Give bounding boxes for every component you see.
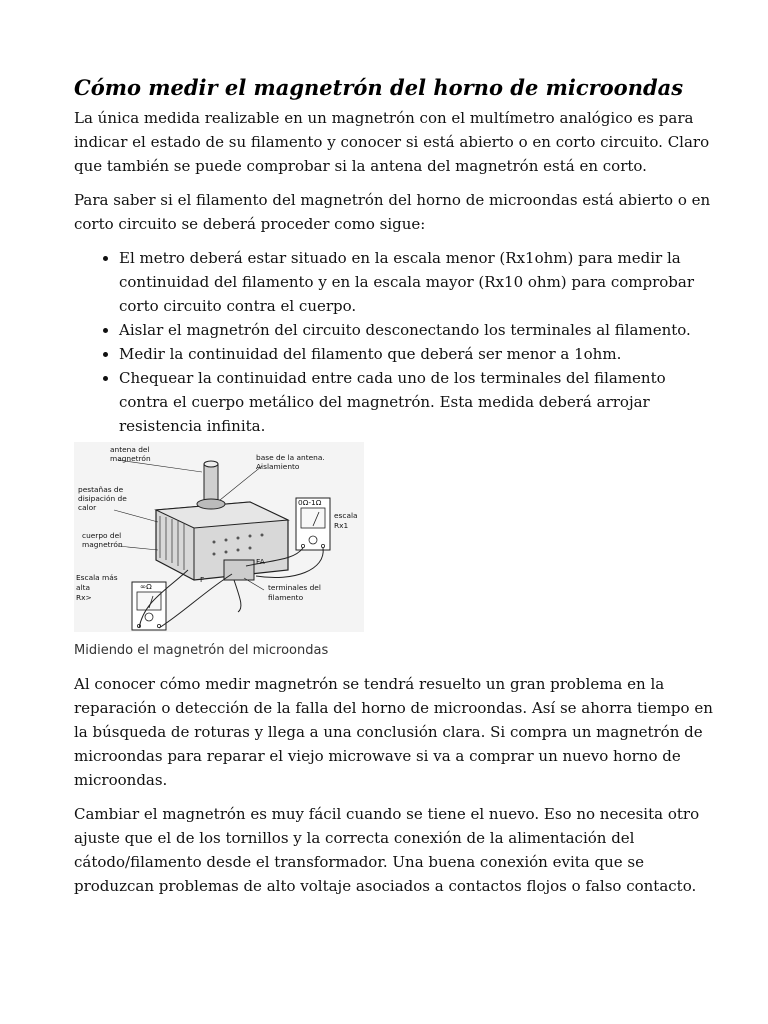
paragraph-procedure: Para saber si el filamento del magnetrón del horno de microondas está abierto o en corto circuito se deberá proceder como sigue: xyxy=(74,191,711,233)
list-item: • El metro deberá estar situado en la escala menor (Rx1ohm) para medir la continuidad del filamento y en la escala mayor (Rx10 ohm) para comprobar corto circuito contra el cuerpo. xyxy=(119,246,714,318)
label-terminal-f: F xyxy=(200,575,205,584)
label-fins: pestañas de xyxy=(78,485,124,494)
label-scale-high: alta xyxy=(76,583,91,592)
label-terminals: terminales del xyxy=(268,583,321,592)
list-item: • Chequear la continuidad entre cada uno de los terminales del filamento contra el cuerpo metálico del magnetrón. Esta medida deberá arrojar resistencia infinita. xyxy=(119,366,714,438)
magnetron-diagram-image xyxy=(74,442,364,632)
label-fins: calor xyxy=(78,503,97,512)
list-item: • Medir la continuidad del filamento que deberá ser menor a 1ohm. xyxy=(119,342,714,366)
paragraph-conclusion: Al conocer cómo medir magnetrón se tendrá resuelto un gran problema en la reparación o detección de la falla del horno de microondas. Así se ahorra tiempo en la búsqueda de roturas y llega a una conclusión clara. Si compra un magnetrón de microondas para reparar el viejo microwave si va a comprar un nuevo horno de microondas. xyxy=(74,675,713,789)
figure xyxy=(74,442,714,660)
paragraph-intro: La única medida realizable en un magnetrón con el multímetro analógico es para indicar el estado de su filamento y conocer si está abierto o en corto circuito. Claro que también se puede comprobar si la antena del magnetrón está en corto. xyxy=(74,109,710,175)
article-title: Cómo medir el magnetrón del horno de microondas xyxy=(74,75,684,100)
article xyxy=(74,76,714,908)
label-antenna: magnetrón xyxy=(110,454,151,463)
label-body: cuerpo del xyxy=(82,531,122,540)
label-scale-low: Rx1 xyxy=(334,521,349,530)
list-item: • Aislar el magnetrón del circuito desconectando los terminales al filamento. xyxy=(119,318,714,342)
label-fins: disipación de xyxy=(78,494,127,503)
label-terminals: filamento xyxy=(268,593,304,602)
label-meter-right-range: 0Ω-1Ω xyxy=(298,498,322,507)
label-scale-low: escala xyxy=(334,511,358,520)
paragraph-replacement: Cambiar el magnetrón es muy fácil cuando se tiene el nuevo. Eso no necesita otro ajuste que el de los tornillos y la correcta conexión de la alimentación del cátodo/filamento desde el transformador. Una buena conexión evita que se produzcan problemas de alto voltaje asociados a contactos flojos o falso contacto. xyxy=(74,805,700,895)
label-body: magnetrón xyxy=(82,540,123,549)
label-antenna-base: Aislamiento xyxy=(256,462,300,471)
label-antenna-base: base de la antena. xyxy=(256,453,325,462)
label-meter-left-range: ∞Ω xyxy=(140,582,152,591)
figure-caption: Midiendo el magnetrón del microondas xyxy=(74,643,329,658)
label-antenna: antena del xyxy=(110,445,150,454)
label-terminal-fa: FA xyxy=(256,557,265,566)
steps-list xyxy=(74,246,714,438)
label-scale-high: Rx> xyxy=(76,593,92,602)
label-scale-high: Escala más xyxy=(76,573,118,582)
